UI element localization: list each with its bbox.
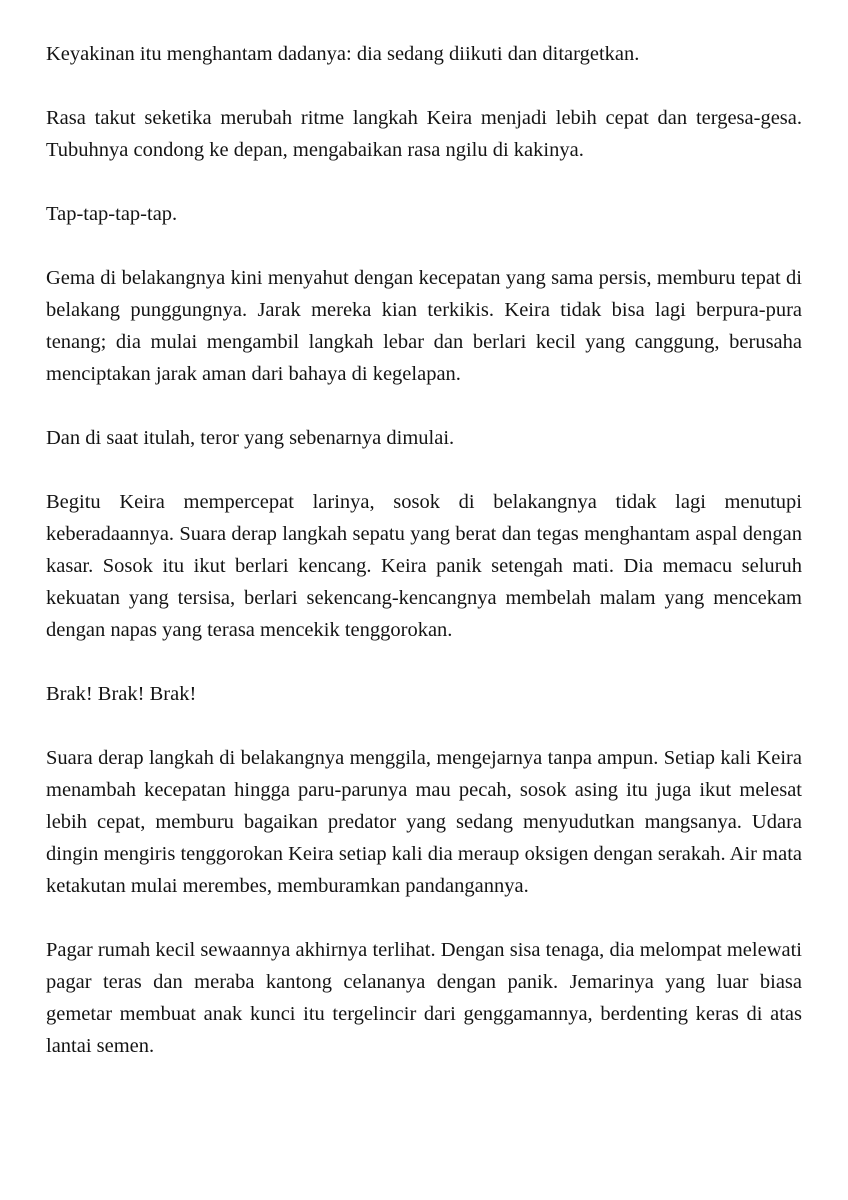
paragraph: Brak! Brak! Brak!: [46, 683, 197, 705]
paragraph: Suara derap langkah di belakangnya menggila, mengejarnya tanpa ampun. Setiap kali Keira menambah kecepatan hingga paru-parunya mau pecah, sosok asing itu juga ikut melesat lebih cepat, memburu bagaikan predator yang sedang menyudutkan mangsanya. Udara dingin mengiris tenggorokan Keira setiap kali dia meraup oksigen dengan serakah. Air mata ketakutan mulai merembes, memburamkan pandangannya.: [46, 747, 802, 897]
paragraph: Keyakinan itu menghantam dadanya: dia sedang diikuti dan ditargetkan.: [46, 43, 640, 65]
paragraph: Tap-tap-tap-tap.: [46, 203, 178, 225]
paragraph: Pagar rumah kecil sewaannya akhirnya terlihat. Dengan sisa tenaga, dia melompat melewati pagar teras dan meraba kantong celananya dengan panik. Jemarinya yang luar biasa gemetar membuat anak kunci itu tergelincir dari genggamannya, berdenting keras di atas lantai semen.: [46, 939, 802, 1057]
paragraph: Gema di belakangnya kini menyahut dengan kecepatan yang sama persis, memburu tepat di belakang punggungnya. Jarak mereka kian terkikis. Keira tidak bisa lagi berpura-pura tenang; dia mulai mengambil langkah lebar dan berlari kecil yang canggung, berusaha menciptakan jarak aman dari bahaya di kegelapan.: [46, 267, 802, 385]
paragraph: Dan di saat itulah, teror yang sebenarnya dimulai.: [46, 427, 455, 449]
story-page: [46, 38, 802, 1062]
paragraph: Begitu Keira mempercepat larinya, sosok di belakangnya tidak lagi menutupi keberadaannya. Suara derap langkah sepatu yang berat dan tegas menghantam aspal dengan kasar. Sosok itu ikut berlari kencang. Keira panik setengah mati. Dia memacu seluruh kekuatan yang tersisa, berlari sekencang-kencangnya membelah malam yang mencekam dengan napas yang terasa mencekik tenggorokan.: [46, 491, 802, 641]
paragraph: Rasa takut seketika merubah ritme langkah Keira menjadi lebih cepat dan tergesa-gesa. Tubuhnya condong ke depan, mengabaikan rasa ngilu di kakinya.: [46, 107, 802, 161]
